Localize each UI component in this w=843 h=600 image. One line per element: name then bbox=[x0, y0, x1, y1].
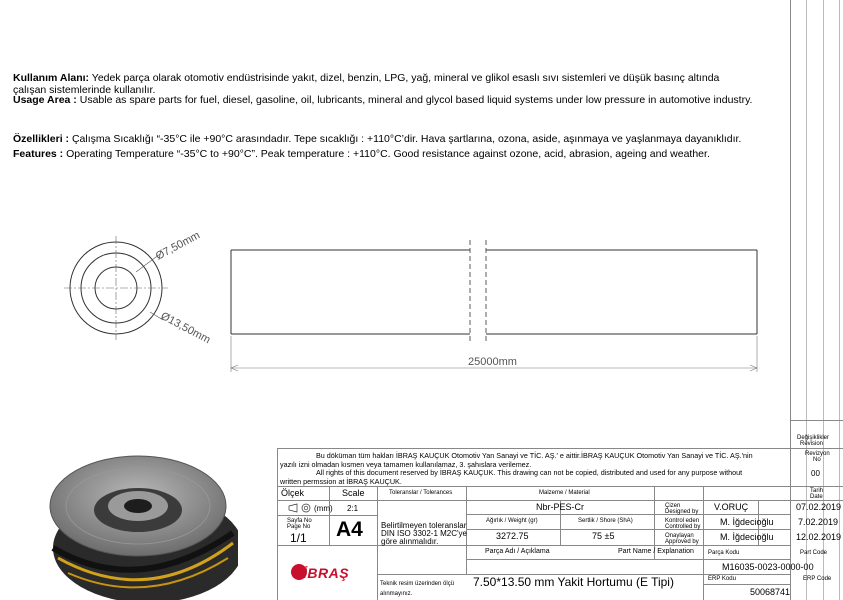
controlled-by-label: Kontrol eden bbox=[665, 518, 700, 524]
length-label: 25000mm bbox=[468, 356, 517, 368]
part-name-value: 7.50*13.50 mm Yakit Hortumu (E Tipi) bbox=[473, 575, 674, 589]
usage-tr-text: Yedek parça olarak otomotiv endüstrisinde yakıt, dizel, benzin, LPG, yağ, mineral ve glikol esaslı sıvı sistemleri ve düşük basınç altında bbox=[91, 72, 720, 84]
projection-symbol-icon bbox=[288, 503, 314, 513]
weight-label: Ağırlık / Weight (gr) bbox=[486, 518, 538, 524]
features-tr-text: Çalışma Sıcaklığı “-35°C ile +90°C arasındadır. Tepe sıcaklığı : +110°C’dir. Hava şartlarına, ozona, aside, aşınmaya ve yaşlanmaya dayanıklıdır. bbox=[71, 133, 742, 145]
part-name-label-en: Part Name / Explanation bbox=[618, 548, 694, 555]
copyright-line-3: All rights of this document reserved by İBRAŞ KAUÇUK. This drawing can not be copied, distributed and used for any purpose without bbox=[316, 468, 743, 477]
part-code-label-en: Part Code bbox=[800, 550, 828, 556]
page-value: 1/1 bbox=[290, 531, 307, 545]
part-name-label-tr: Parça Adı / Açıklama bbox=[485, 548, 550, 555]
hardness-label: Sertlik / Shore (ShA) bbox=[578, 518, 633, 524]
controlled-date: 7.02.2019 bbox=[798, 517, 839, 527]
part-code-label-tr: Parça Kodu bbox=[708, 550, 740, 556]
tolerance-line-3: göre alınmalıdır. bbox=[381, 537, 439, 546]
erp-code-label-tr: ERP Kodu bbox=[708, 576, 736, 582]
ibras-logo-text: İBRAŞ bbox=[303, 565, 350, 581]
paper-size: A4 bbox=[336, 518, 363, 541]
technical-drawing bbox=[0, 220, 790, 380]
part-code-value: M16035-0023-0000-00 bbox=[722, 562, 814, 572]
features-tr bbox=[13, 133, 741, 145]
page-no-label-en: Page No bbox=[287, 524, 311, 530]
hose-side-view bbox=[231, 240, 757, 344]
revision-no-value: 00 bbox=[811, 469, 820, 478]
approved-by-label: Onaylayan bbox=[665, 533, 694, 539]
features-en bbox=[13, 148, 710, 160]
usage-en bbox=[13, 94, 793, 106]
features-tr-label: Özellikleri : bbox=[13, 133, 70, 145]
frame-right-line-1 bbox=[790, 0, 791, 600]
revision-no-label-en: No bbox=[813, 457, 821, 463]
weight-value: 3272.75 bbox=[496, 531, 529, 541]
erp-code-value: 50068741 bbox=[750, 587, 791, 597]
revision-header-tr: Değişiklikler bbox=[797, 435, 830, 441]
revision-header-en: Revision bbox=[800, 441, 824, 447]
designed-by-value: V.ORUÇ bbox=[714, 502, 749, 512]
usage-en-label: Usage Area : bbox=[13, 94, 77, 106]
designed-by-label-en: Designed by bbox=[665, 509, 699, 515]
olcek-label: Ölçek bbox=[281, 488, 305, 498]
inner-diameter-label: Ø7,50mm bbox=[153, 229, 203, 263]
erp-code-label-en: ERP Code bbox=[803, 576, 832, 582]
features-en-label: Features : bbox=[13, 148, 64, 160]
designed-date: 07.02.2019 bbox=[796, 502, 842, 512]
page-no-label: Sayfa No bbox=[287, 518, 312, 524]
revision-date-label-en: Date bbox=[810, 494, 823, 500]
controlled-by-value: M. İğdecioğlu bbox=[720, 517, 774, 527]
drawing-note-2: alınmayınız. bbox=[380, 591, 413, 597]
tolerance-line-2: DIN ISO 3302-1 M2C'ye bbox=[381, 529, 468, 538]
usage-tr-text2: çalışan sistemlerinde kullanılır. bbox=[13, 84, 156, 96]
approved-date: 12.02.2019 bbox=[796, 532, 842, 542]
usage-tr bbox=[13, 72, 783, 96]
copyright-line-1: Bu döküman tüm hakları İBRAŞ KAUÇUK Otomotiv Yan Sanayi ve TİC. AŞ.' e aittir.İBRAŞ KAUÇUK Otomotiv Yan Sanayi ve TİC. AŞ.'nin bbox=[316, 451, 753, 460]
material-label: Malzeme / Material bbox=[539, 490, 590, 496]
drawing-note-1: Teknik resim üzerinden ölçü bbox=[380, 581, 455, 587]
approved-by-value: M. İğdecioğlu bbox=[720, 532, 774, 542]
cross-section bbox=[64, 236, 168, 340]
hardness-value: 75 ±5 bbox=[592, 531, 615, 541]
controlled-by-label-en: Controlled by bbox=[665, 524, 701, 530]
copyright-line-2: yazılı izni olmadan kısmen veya tamamen kullanılamaz, 3. şahıslara verilemez. bbox=[280, 460, 532, 469]
material-value: Nbr-PES-Cr bbox=[536, 502, 585, 512]
features-en-text: Operating Temperature “-35°C to +90°C”. Peak temperature : +110°C. Good resistance against ozone, acid, abrasion, ageing and weather. bbox=[66, 148, 710, 160]
revision-date-label: Tarih bbox=[810, 488, 824, 494]
scale-value: 2:1 bbox=[347, 504, 359, 513]
outer-diameter-label: Ø13,50mm bbox=[158, 310, 213, 347]
designed-by-label: Çizen bbox=[665, 503, 681, 509]
tolerance-line-1: Belirtilmeyen toleranslar bbox=[381, 521, 467, 530]
usage-en-text: Usable as spare parts for fuel, diesel, gasoline, oil, lubricants, mineral and glycol based liquid systems under low pressure in automotive industry. bbox=[79, 94, 753, 106]
scale-label: Scale bbox=[342, 488, 365, 498]
approved-by-label-en: Approved by bbox=[665, 539, 699, 545]
tolerances-label: Toleranslar / Tolerances bbox=[389, 490, 453, 496]
hose-reel-photo bbox=[38, 448, 238, 600]
revision-no-label: Revizyon bbox=[805, 451, 830, 457]
usage-tr-label: Kullanım Alanı: bbox=[13, 72, 90, 84]
copyright-line-4: written permssion at İBRAŞ KAUÇUK. bbox=[280, 477, 402, 486]
unit-label: (mm) bbox=[314, 504, 333, 513]
